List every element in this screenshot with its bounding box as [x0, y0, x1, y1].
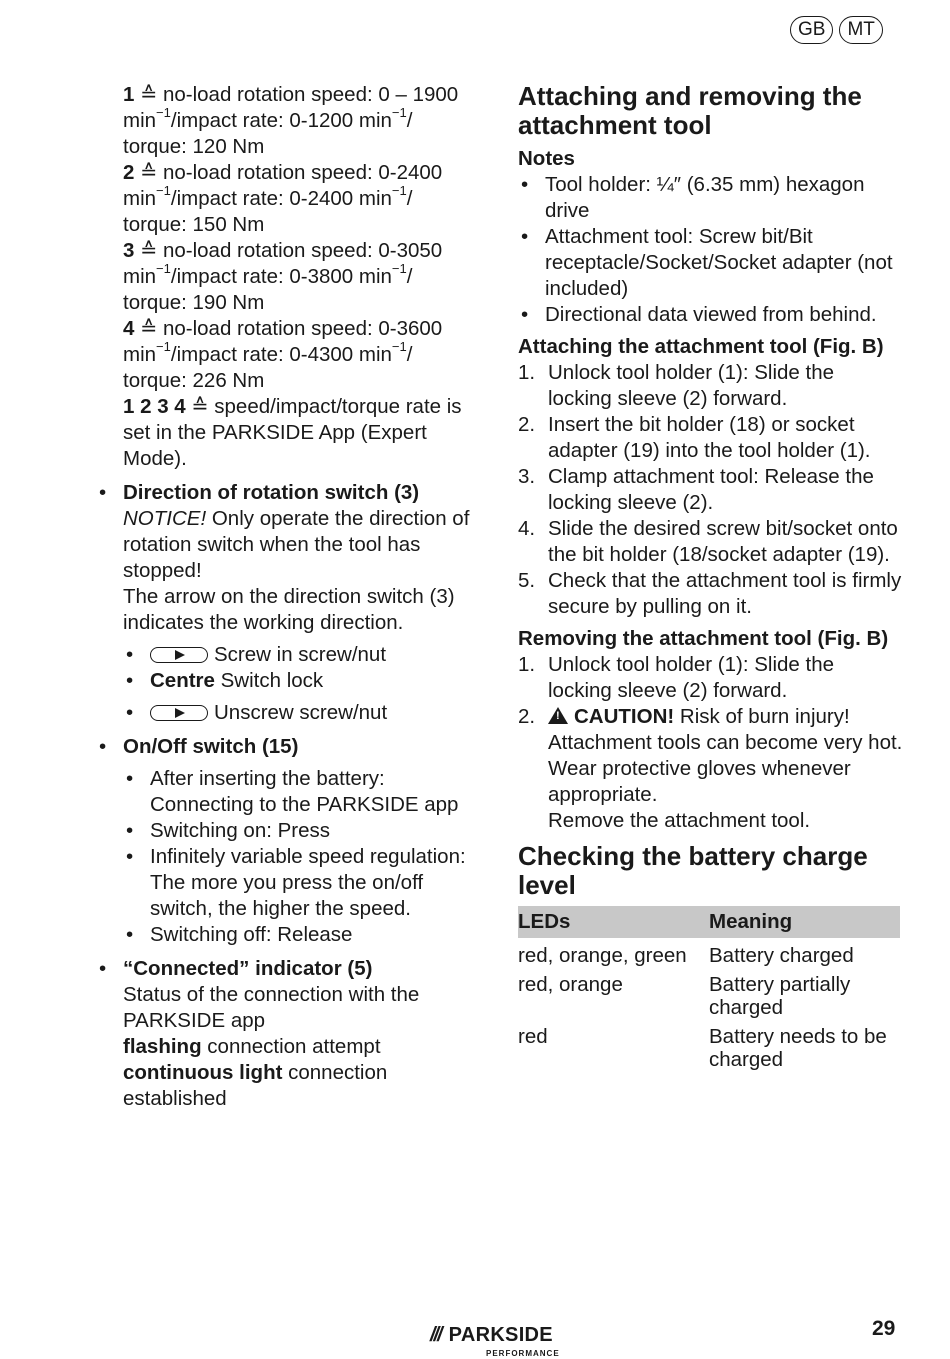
bullet: •	[521, 303, 529, 326]
table-cell: Battery needs to be charged	[709, 1025, 887, 1071]
superscript: −1	[156, 183, 171, 199]
bullet: •	[521, 173, 529, 196]
expert-numbers: 1 2 3 4	[123, 395, 186, 418]
spec-number: 1	[123, 83, 135, 106]
spec-impact: /impact rate: 0-3800 min	[170, 265, 392, 288]
spec-speed: ≙ no-load rotation speed: 0-3600	[134, 317, 443, 340]
spec-min: min	[123, 343, 157, 366]
spec-speed: ≙ no-load rotation speed: 0 – 1900	[134, 83, 459, 106]
direction-item-label: Unscrew screw/nut	[214, 701, 388, 724]
continuous-label: continuous light	[123, 1061, 283, 1084]
step-number: 2.	[518, 413, 536, 436]
note-text: Attachment tool: Screw bit/Bit receptacle/Socket/Socket adapter (not included)	[545, 225, 893, 300]
spec-impact: /impact rate: 0-4300 min	[170, 343, 392, 366]
table-header-meaning: Meaning	[709, 906, 900, 938]
caution-text: Risk of burn injury! Attachment tools can become very hot. Wear protective gloves whenever appropriate.	[548, 705, 903, 806]
spec-torque: torque: 150 Nm	[123, 213, 265, 236]
remove-step	[518, 652, 903, 704]
continuous-text: connection established	[123, 1061, 388, 1110]
table-cell: red, orange	[518, 973, 623, 996]
bullet: •	[99, 481, 107, 504]
step-number: 1.	[518, 653, 536, 676]
table-header-leds: LEDs	[518, 906, 709, 938]
table-row	[518, 1019, 900, 1071]
step-number: 3.	[518, 465, 536, 488]
onoff-item-text: After inserting the battery: Connecting to the PARKSIDE app	[150, 767, 459, 816]
note-text: Tool holder: ¼″ (6.35 mm) hexagon drive	[545, 173, 865, 222]
superscript: −1	[156, 105, 171, 121]
step-text: Clamp attachment tool: Release the locking sleeve (2).	[548, 465, 874, 514]
bullet: •	[126, 819, 134, 842]
direction-item-label: Switch lock	[214, 669, 324, 692]
note-item	[518, 302, 903, 328]
page-number: 29	[872, 1317, 896, 1340]
battery-led-table	[518, 906, 900, 1071]
onoff-item	[123, 922, 483, 948]
expert-text: ≙ speed/impact/torque rate is set in the PARKSIDE App (Expert Mode).	[123, 395, 462, 470]
spec-min: min	[123, 109, 157, 132]
spec-torque: torque: 190 Nm	[123, 291, 265, 314]
bullet: •	[99, 957, 107, 980]
connected-indicator-title: “Connected” indicator (5)	[123, 957, 373, 980]
flashing-line	[123, 1034, 483, 1060]
warning-triangle-icon	[548, 707, 568, 724]
spec-impact: /impact rate: 0-1200 min	[170, 109, 392, 132]
step-number: 5.	[518, 569, 536, 592]
onoff-item	[123, 766, 483, 818]
attach-step	[518, 464, 903, 516]
direction-item-screw-in	[123, 642, 483, 668]
direction-switch-title: Direction of rotation switch (3)	[123, 481, 420, 504]
superscript: −1	[391, 261, 407, 277]
spec-torque: torque: 226 Nm	[123, 369, 265, 392]
spec-speed: ≙ no-load rotation speed: 0-2400	[134, 161, 443, 184]
removing-heading: Removing the attachment tool (Fig. B)	[518, 627, 889, 650]
attach-remove-heading: Attaching and removing the attachment tool	[518, 81, 862, 140]
onoff-item-text: Switching off: Release	[150, 923, 353, 946]
spec-slash: /	[406, 109, 413, 132]
bullet: •	[126, 669, 134, 692]
caution-label: CAUTION!	[574, 705, 675, 728]
spec-slash: /	[406, 343, 413, 366]
notice-label: NOTICE!	[123, 507, 207, 530]
spec-min: min	[123, 187, 157, 210]
spec-1	[123, 82, 483, 160]
note-item	[518, 172, 903, 224]
table-cell: red, orange, green	[518, 944, 687, 967]
spec-torque: torque: 120 Nm	[123, 135, 265, 158]
table-row	[518, 967, 900, 1019]
step-number: 2.	[518, 705, 536, 728]
spec-number: 3	[123, 239, 135, 262]
table-cell: Battery partially charged	[709, 973, 851, 1019]
onoff-switch-section	[99, 734, 483, 948]
attaching-heading: Attaching the attachment tool (Fig. B)	[518, 335, 884, 358]
centre-label: Centre	[150, 669, 215, 692]
logo-slashes-icon: ///	[430, 1324, 441, 1346]
expert-mode-note	[123, 394, 483, 472]
speed-specs	[123, 82, 483, 472]
flashing-label: flashing	[123, 1035, 202, 1058]
step-number: 1.	[518, 361, 536, 384]
step-text: Unlock tool holder (1): Slide the locking sleeve (2) forward.	[548, 653, 835, 702]
lang-badge-gb: GB	[790, 16, 833, 44]
remove-final-text: Remove the attachment tool.	[548, 809, 811, 832]
spec-slash: /	[406, 187, 413, 210]
direction-description: The arrow on the direction switch (3) indicates the working direction.	[123, 585, 455, 634]
flashing-text: connection attempt	[201, 1035, 381, 1058]
superscript: −1	[391, 183, 407, 199]
connected-description: Status of the connection with the PARKSIDE app	[123, 983, 420, 1032]
onoff-item-text: Switching on: Press	[150, 819, 331, 842]
step-number: 4.	[518, 517, 536, 540]
continuous-line	[123, 1060, 483, 1112]
bullet: •	[99, 735, 107, 758]
direction-item-unscrew	[123, 700, 483, 726]
attach-step	[518, 516, 903, 568]
left-column	[99, 82, 483, 1112]
onoff-item	[123, 844, 483, 922]
bullet: •	[126, 767, 134, 790]
superscript: −1	[156, 261, 171, 277]
arrow-switch-icon	[150, 705, 208, 721]
spec-4	[123, 316, 483, 394]
onoff-item	[123, 818, 483, 844]
language-badges	[790, 16, 883, 44]
direction-item-label: Screw in screw/nut	[214, 643, 387, 666]
parkside-logo	[430, 1322, 553, 1348]
note-item	[518, 224, 903, 302]
bullet: •	[126, 845, 134, 868]
spec-2	[123, 160, 483, 238]
spec-number: 2	[123, 161, 135, 184]
onoff-switch-title: On/Off switch (15)	[123, 735, 299, 758]
brand-subtitle: PERFORMANCE	[486, 1349, 560, 1358]
bullet: •	[521, 225, 529, 248]
onoff-item-text: Infinitely variable speed regulation: The more you press the on/off switch, the higher the speed.	[150, 845, 466, 920]
spec-slash: /	[406, 265, 413, 288]
step-text: Unlock tool holder (1): Slide the locking sleeve (2) forward.	[548, 361, 835, 410]
superscript: −1	[391, 339, 407, 355]
bullet: •	[126, 923, 134, 946]
spec-impact: /impact rate: 0-2400 min	[170, 187, 392, 210]
table-cell: red	[518, 1025, 548, 1048]
direction-item-centre	[123, 668, 483, 694]
notice-text: Only operate the direction of rotation switch when the tool has stopped!	[123, 507, 470, 582]
notes-heading: Notes	[518, 147, 575, 170]
brand-name: PARKSIDE	[448, 1324, 553, 1346]
bullet: •	[126, 701, 134, 724]
table-cell: Battery charged	[709, 944, 854, 967]
attach-step	[518, 568, 903, 620]
bullet: •	[126, 643, 134, 666]
table-row	[518, 938, 900, 967]
spec-speed: ≙ no-load rotation speed: 0-3050	[134, 239, 443, 262]
battery-check-heading: Checking the battery charge level	[518, 841, 868, 900]
superscript: −1	[391, 105, 407, 121]
connected-indicator-section	[99, 956, 483, 1112]
step-text: Insert the bit holder (18) or socket adapter (19) into the tool holder (1).	[548, 413, 871, 462]
spec-min: min	[123, 265, 157, 288]
superscript: −1	[156, 339, 171, 355]
note-text: Directional data viewed from behind.	[545, 303, 877, 326]
spec-3	[123, 238, 483, 316]
right-column	[518, 82, 903, 1071]
step-text: Check that the attachment tool is firmly secure by pulling on it.	[548, 569, 902, 618]
lang-badge-mt: MT	[839, 16, 882, 44]
notice-paragraph	[123, 506, 483, 584]
table-header-row	[518, 906, 900, 938]
direction-switch-section	[99, 480, 483, 726]
spec-number: 4	[123, 317, 135, 340]
attach-step	[518, 360, 903, 412]
attach-step	[518, 412, 903, 464]
step-text: Slide the desired screw bit/socket onto the bit holder (18/socket adapter (19).	[548, 517, 898, 566]
arrow-switch-icon	[150, 647, 208, 663]
remove-step	[518, 704, 903, 808]
remove-final	[518, 808, 903, 834]
